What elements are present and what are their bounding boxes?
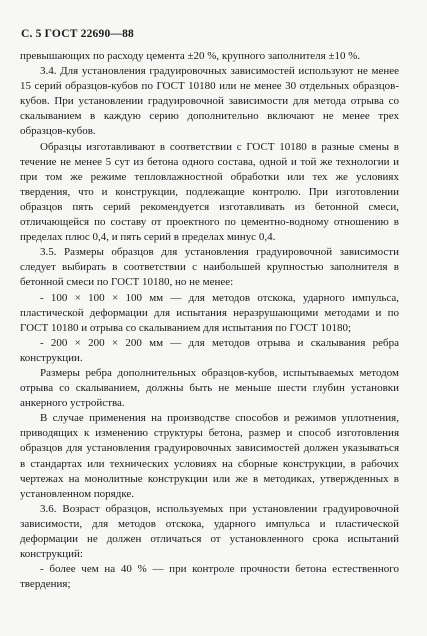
paragraph-edge-size: Размеры ребра дополнительных образцов-кубов, испытываемых методом отрыва со скалыванием, должны быть не меньше шести глубин установки анкерного устройства.: [20, 366, 399, 410]
list-item-200mm: - 200 × 200 × 200 мм — для методов отрыва и скалывания ребра конструкции.: [20, 336, 399, 364]
list-item-40-percent: - более чем на 40 % — при контроле прочности бетона естественного твердения;: [20, 563, 399, 591]
paragraph-3-6: 3.6. Возраст образцов, используемых при установлении градуировочной зависимости, для методов отскока, ударного импульса и пластической деформации не должен отличаться от установленного срока испытаний конструкций:: [20, 502, 399, 561]
paragraph-3-4: 3.4. Для установления градуировочных зависимостей используют не менее 15 серий образцов-кубов по ГОСТ 10180 или не менее 30 отдельных образцов-кубов. При установлении градуировочной зависимости для метода отрыва со скалыванием в каждую серию дополнительно включают не менее трех образцов-кубов.: [20, 65, 399, 138]
paragraph-3-5: 3.5. Размеры образцов для установления градуировочной зависимости следует выбирать в соответствии с наибольшей крупностью заполнителя в бетонной смеси по ГОСТ 10180, но не менее:: [20, 246, 399, 289]
document-body: [20, 49, 399, 592]
paragraph-compaction: В случае применения на производстве способов и режимов уплотнения, приводящих к изменению структуры бетона, размер и способ изготовления образцов для установления градуировочных зависимостей должен указываться в стандартах или технических условиях на сборные конструкции, в рабочих чертежах на монолитные конструкции или же в методиках, утвержденных в установленном порядке.: [20, 412, 399, 500]
list-item-100mm: - 100 × 100 × 100 мм — для методов отскока, ударного импульса, пластической деформации для испытания неразрушающими методами и по ГОСТ 10180 и отрыва со скалыванием для испытания по ГОСТ 10180;: [20, 291, 399, 334]
paragraph-samples: Образцы изготавливают в соответствии с ГОСТ 10180 в разные смены в течение не менее 5 сут из бетона одного состава, одной и той же технологии и при том же режиме тепловлажностной обработки или тех же условиях твердения, что и конструкции, подлежащие контролю. При изготовлении образцов пять серий рекомендуется изготавливать из бетонной смеси, отличающейся по составу от проектного по цементно-водному отношению в пределах плюс 0,4, и пять серий в пределах минус 0,4.: [20, 140, 399, 244]
page-header: С. 5 ГОСТ 22690—88: [21, 28, 134, 40]
paragraph-continuation: превышающих по расходу цемента ±20 %, крупного заполнителя ±10 %.: [20, 50, 361, 62]
